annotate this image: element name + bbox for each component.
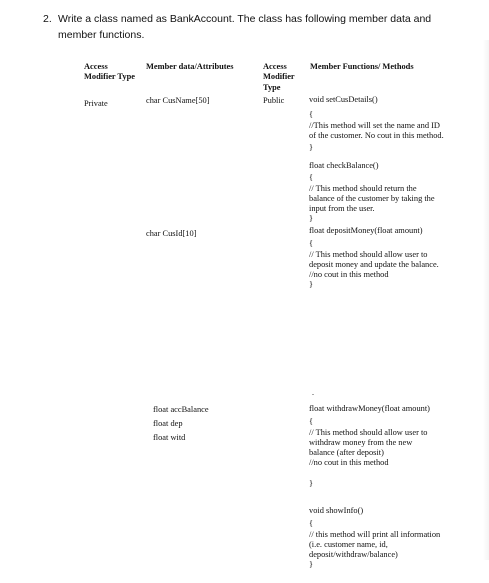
method-close-brace: } [309,560,314,570]
method-comment: // This method should return the balance of the customer by taking the input from the user. [309,183,435,214]
method-check-balance [309,161,451,225]
private-label: Private [84,99,108,108]
method-signature: void showInfo() [309,506,364,515]
method-open-brace: { [309,239,314,249]
method-comment: // this method will print all information (i.e. customer name, id, deposit/withdraw/balance) [309,529,441,560]
method-open-brace: { [309,173,314,183]
header-member-functions: Member Functions/ Methods [310,62,414,71]
method-withdraw-money [309,404,451,489]
method-close-brace: } [309,280,314,290]
method-note: //no cout in this method [309,270,389,280]
page-edge-shade [483,40,489,560]
method-comment: //This method will set the name and ID of the customer. No cout in this method. [309,120,444,140]
method-signature: void setCusDetails() [309,95,378,104]
method-close-brace: } [309,478,314,488]
method-comment: // This method should allow user to deposit money and update the balance. [309,249,439,269]
attr-cus-name: char CusName[50] [146,96,210,105]
method-deposit-money [309,226,451,291]
method-open-brace: { [309,110,314,120]
method-signature: float withdrawMoney(float amount) [309,404,430,413]
method-show-info [309,506,451,571]
method-open-brace: { [309,417,314,427]
method-close-brace: } [309,143,314,153]
header-member-data: Member data/Attributes [146,62,234,71]
question-text: Write a class named as BankAccount. The class has following member data and member functions. [58,13,432,41]
method-close-brace: } [309,214,314,224]
public-label: Public [263,96,285,105]
stray-mark: . [312,388,314,397]
method-set-cus-details [309,95,451,153]
header-access-modifier-1: Access Modifier Type [84,62,135,82]
attr-acc-balance: float accBalance [153,405,209,414]
method-note: //no cout in this method [309,458,389,468]
method-comment: // This method should allow user to withdraw money from the new balance (after deposit) [309,427,428,458]
method-signature: float depositMoney(float amount) [309,226,423,235]
attr-witd: float witd [153,433,186,442]
question-number: 2. [43,13,52,25]
method-signature: float checkBalance() [309,161,379,170]
attr-dep: float dep [153,419,183,428]
attr-cus-id: char CusId[10] [146,229,197,238]
method-open-brace: { [309,519,314,529]
header-access-modifier-2: Access Modifier Type [263,62,295,92]
